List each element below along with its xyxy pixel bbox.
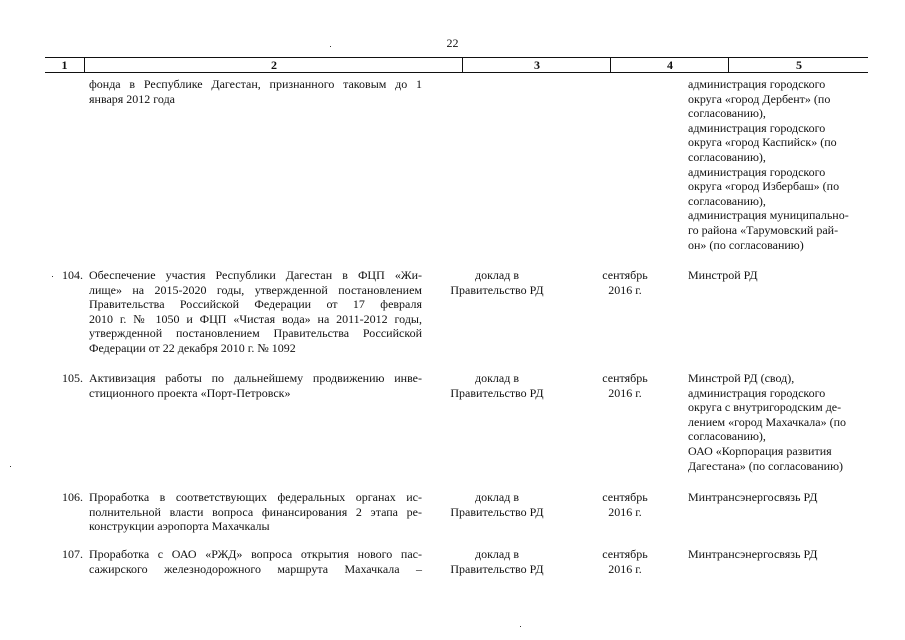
task-line: лище» на 2015-2020 годы, утвержденной постановлением	[89, 282, 422, 297]
resp-line: согласованию),	[688, 106, 766, 121]
task-line: полнительной власти вопроса финансирования 2 этапа ре-	[89, 504, 422, 519]
header-col-5: 5	[728, 58, 869, 72]
form-line: Правительство РД	[450, 385, 544, 400]
header-col-1: 1	[61, 58, 68, 72]
header-col-2: 2	[84, 58, 463, 72]
row-number: 105.	[62, 371, 83, 385]
task-line: стиционного проекта «Порт-Петровск»	[89, 385, 291, 400]
resp-line: лением «город Махачкала» (по	[688, 414, 846, 429]
report-form	[432, 547, 562, 576]
form-line: доклад в	[474, 547, 520, 561]
task-line: фонда в Республике Дагестан, признанного таковым до 1	[89, 77, 422, 91]
scan-speck	[52, 276, 53, 277]
resp-line: округа «город Каспийск» (по	[688, 135, 837, 150]
header-col-4: 4	[610, 58, 729, 72]
task-line: 2010 г. № 1050 и ФЦП «Чистая вода» на 2011-2012 годы,	[89, 311, 422, 326]
resp-line: Минстрой РД (свод),	[688, 371, 795, 385]
resp-line: ОАО «Корпорация развития	[688, 443, 832, 458]
form-line: доклад в	[474, 490, 520, 504]
responsible-text	[688, 371, 878, 473]
resp-line: го района «Тарумовский рай-	[688, 222, 839, 237]
resp-line: округа с внутригородским де-	[688, 400, 842, 415]
task-line: Правительства Российской Федерации от 17 февраля	[89, 297, 422, 312]
task-line: конструкции аэропорта Махачкалы	[89, 519, 270, 534]
task-text	[89, 490, 422, 534]
report-form	[432, 268, 562, 297]
row-number: 104.	[62, 268, 83, 282]
resp-line: Минтрансэнергосвязь РД	[688, 490, 818, 504]
deadline-line: сентябрь	[602, 268, 648, 282]
task-text	[89, 77, 422, 106]
form-line: Правительство РД	[450, 561, 544, 576]
deadline	[572, 490, 678, 519]
responsible-text	[688, 268, 878, 283]
scan-speck	[330, 46, 331, 47]
report-form	[432, 490, 562, 519]
resp-line: Минтрансэнергосвязь РД	[688, 547, 818, 561]
resp-line: округа «город Дербент» (по	[688, 91, 831, 106]
task-line: Обеспечение участия Республики Дагестан в ФЦП «Жи-	[89, 268, 422, 282]
deadline-line: 2016 г.	[608, 504, 642, 519]
deadline-line: 2016 г.	[608, 385, 642, 400]
task-line: Активизация работы по дальнейшему продвижению инве-	[89, 371, 422, 385]
responsible-text	[688, 547, 878, 562]
form-line: Правительство РД	[450, 504, 544, 519]
header-col-3: 3	[462, 58, 611, 72]
deadline-line: сентябрь	[602, 547, 648, 561]
deadline	[572, 547, 678, 576]
task-line: Проработка в соответствующих федеральных органах ис-	[89, 490, 422, 504]
resp-line: администрация городского	[688, 164, 826, 179]
form-line: доклад в	[474, 268, 520, 282]
resp-line: администрация муниципально-	[688, 208, 849, 223]
deadline-line: 2016 г.	[608, 561, 642, 576]
resp-line: согласованию),	[688, 193, 766, 208]
resp-line: округа «город Избербаш» (по	[688, 179, 840, 194]
task-line: января 2012 года	[89, 91, 176, 106]
scan-speck	[10, 466, 11, 467]
resp-line: администрация городского	[688, 120, 826, 135]
deadline-line: сентябрь	[602, 490, 648, 504]
resp-line: администрация городского	[688, 77, 826, 91]
form-line: Правительство РД	[450, 282, 544, 297]
row-number: 106.	[62, 490, 83, 504]
resp-line: согласованию),	[688, 429, 766, 444]
form-line: доклад в	[474, 371, 520, 385]
deadline-line: 2016 г.	[608, 282, 642, 297]
responsible-text	[688, 77, 878, 252]
task-line: Федерации от 22 декабря 2010 г. № 1092	[89, 340, 296, 355]
page-number: 22	[446, 36, 459, 50]
task-line: сажирского железнодорожного маршрута Махачкала –	[89, 561, 422, 576]
scan-speck	[520, 626, 521, 627]
resp-line: администрация городского	[688, 385, 826, 400]
deadline	[572, 371, 678, 400]
responsible-text	[688, 490, 878, 505]
table-header-row	[45, 57, 868, 73]
deadline	[572, 268, 678, 297]
report-form	[432, 371, 562, 400]
row-number: 107.	[62, 547, 83, 561]
resp-line: Дагестана» (по согласованию)	[688, 458, 844, 473]
resp-line: Минстрой РД	[688, 268, 758, 282]
task-line: утвержденной постановлением Правительства Российской	[89, 326, 422, 341]
task-text	[89, 547, 422, 576]
resp-line: согласованию),	[688, 149, 766, 164]
task-line: Проработка с ОАО «РЖД» вопроса открытия нового пас-	[89, 547, 422, 561]
resp-line: он» (по согласованию)	[688, 237, 804, 252]
task-text	[89, 371, 422, 400]
deadline-line: сентябрь	[602, 371, 648, 385]
task-text	[89, 268, 422, 356]
